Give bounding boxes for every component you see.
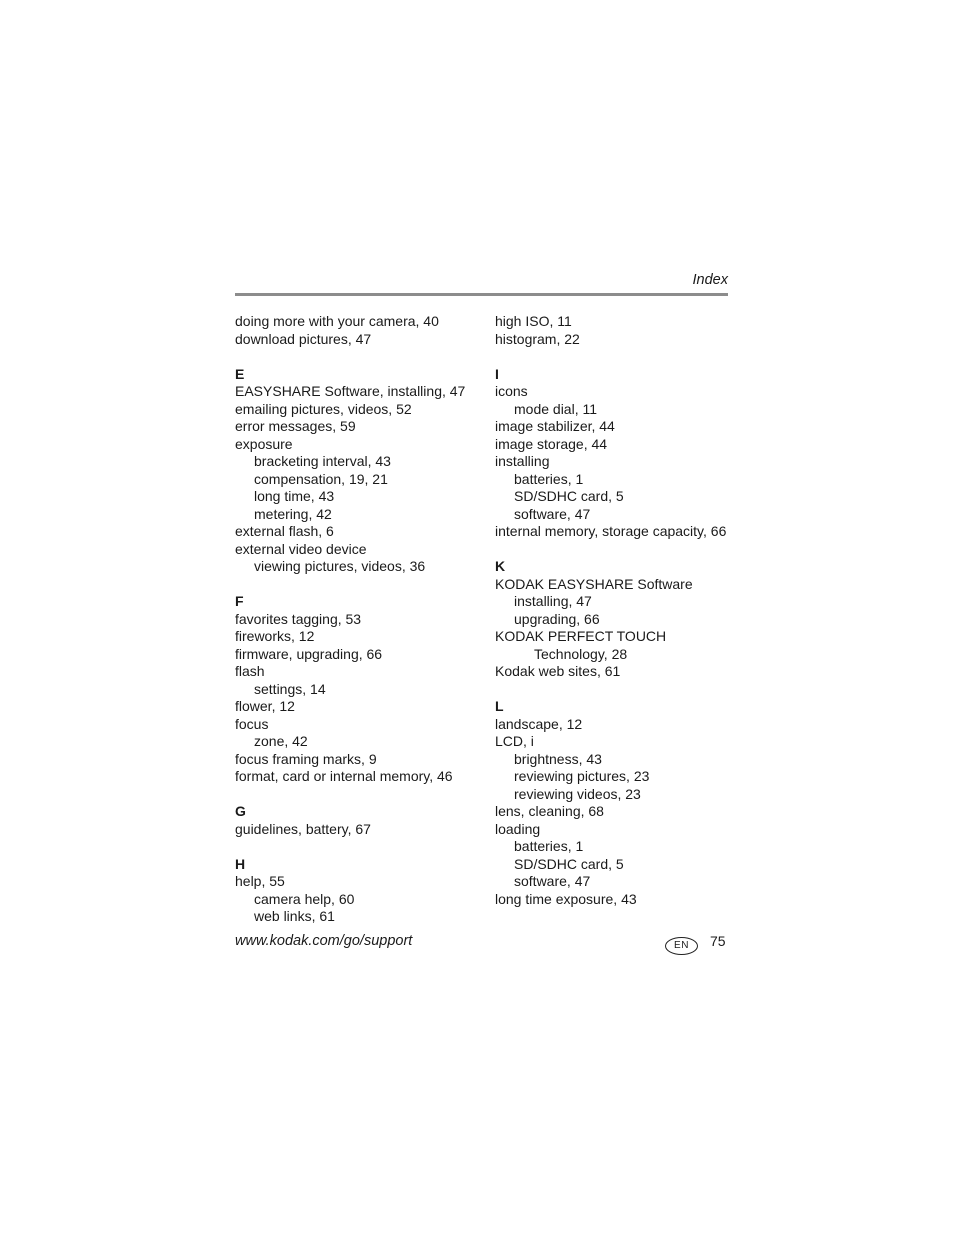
section-gap	[495, 681, 735, 699]
index-entry: flower, 12	[235, 698, 295, 714]
index-subentry: upgrading, 66	[514, 610, 600, 627]
index-subentry: SD/SDHC card, 5	[514, 855, 624, 872]
index-entry: help, 55	[235, 873, 285, 889]
index-entry: high ISO, 11	[495, 313, 572, 329]
support-url: www.kodak.com/go/support	[235, 933, 413, 949]
index-entry: long time exposure, 43	[495, 890, 637, 907]
index-subentry: bracketing interval, 43	[254, 453, 391, 469]
index-entry: image storage, 44	[495, 435, 608, 452]
index-entry: format, card or internal memory, 46	[235, 768, 453, 784]
index-letter-heading: G	[235, 803, 246, 819]
index-entry: favorites tagging, 53	[235, 610, 362, 627]
index-entry: internal memory, storage capacity, 66	[495, 523, 727, 539]
index-entry: error messages, 59	[235, 418, 356, 434]
index-entry: KODAK EASYSHARE Software	[495, 575, 693, 592]
section-gap	[495, 348, 735, 366]
index-letter-heading: L	[495, 698, 504, 714]
section-gap	[495, 541, 735, 559]
index-entry: download pictures, 47	[235, 330, 372, 347]
index-subentry: batteries, 1	[514, 838, 584, 854]
index-subentry: reviewing videos, 23	[514, 785, 641, 802]
section-title: Index	[692, 272, 728, 288]
index-entry: doing more with your camera, 40	[235, 313, 439, 329]
section-gap	[235, 786, 485, 804]
index-letter-heading: E	[235, 365, 245, 382]
index-entry: loading	[495, 820, 541, 837]
index-entry: exposure	[235, 435, 293, 452]
index-entry: firmware, upgrading, 66	[235, 645, 383, 662]
page-number: 75	[710, 933, 726, 949]
index-subentry: web links, 61	[254, 908, 335, 924]
index-entry: emailing pictures, videos, 52	[235, 400, 412, 417]
index-letter-heading: I	[495, 365, 499, 382]
index-subentry: camera help, 60	[254, 890, 355, 907]
index-entry: histogram, 22	[495, 330, 580, 347]
index-subentry: compensation, 19, 21	[254, 470, 388, 487]
index-subentry: Technology, 28	[534, 645, 628, 662]
index-entry: focus	[235, 715, 269, 732]
index-entry: KODAK PERFECT TOUCH	[495, 628, 667, 644]
index-letter-heading: H	[235, 855, 246, 872]
index-subentry: metering, 42	[254, 505, 332, 522]
index-entry: Kodak web sites, 61	[495, 663, 621, 679]
index-subentry: settings, 14	[254, 680, 326, 697]
index-entry: image stabilizer, 44	[495, 418, 615, 434]
index-entry: installing	[495, 453, 550, 469]
index-entry: EASYSHARE Software, installing, 47	[235, 383, 466, 399]
index-subentry: installing, 47	[514, 593, 592, 609]
index-entry: external flash, 6	[235, 523, 334, 539]
index-subentry: mode dial, 11	[514, 400, 598, 417]
index-subentry: software, 47	[514, 873, 591, 889]
index-letter-heading: K	[495, 558, 506, 574]
index-subentry: long time, 43	[254, 488, 335, 504]
index-entry: icons	[495, 383, 528, 399]
index-subentry: viewing pictures, videos, 36	[254, 558, 426, 574]
index-entry: LCD, i	[495, 733, 534, 749]
index-entry: fireworks, 12	[235, 628, 315, 644]
section-gap	[235, 576, 485, 594]
index-letter-heading: F	[235, 593, 244, 609]
index-subentry: SD/SDHC card, 5	[514, 488, 624, 504]
index-subentry: zone, 42	[254, 733, 308, 749]
index-subentry: brightness, 43	[514, 750, 602, 767]
language-badge: EN	[665, 937, 698, 955]
index-entry: external video device	[235, 540, 367, 557]
section-gap	[235, 838, 485, 856]
header-divider	[235, 293, 728, 296]
index-entry: focus framing marks, 9	[235, 750, 377, 767]
index-subentry: batteries, 1	[514, 470, 584, 487]
index-column-left	[235, 313, 485, 926]
index-entry: guidelines, battery, 67	[235, 820, 371, 837]
index-subentry: software, 47	[514, 505, 591, 522]
index-entry: landscape, 12	[495, 715, 583, 732]
index-column-right	[495, 313, 735, 908]
index-entry: lens, cleaning, 68	[495, 803, 604, 819]
section-gap	[235, 348, 485, 366]
index-subentry: reviewing pictures, 23	[514, 768, 650, 784]
index-entry: flash	[235, 663, 265, 679]
